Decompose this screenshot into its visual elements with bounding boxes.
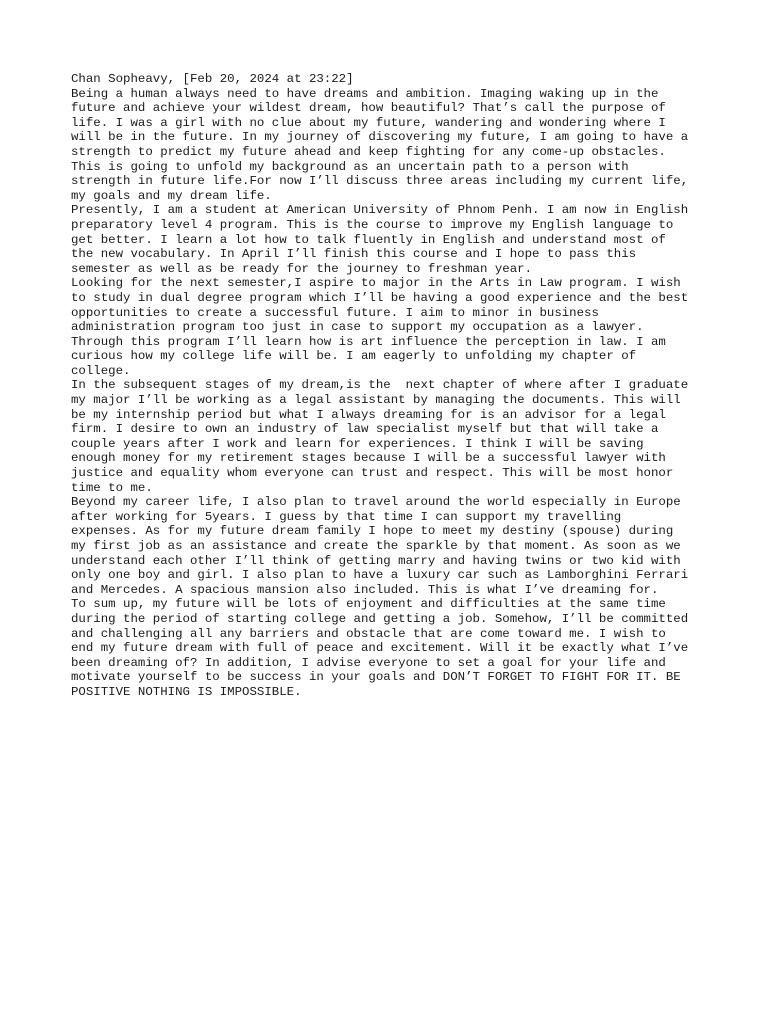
text-line: Through this program I’ll learn how is art influence the perception in law. I am xyxy=(71,334,666,349)
text-line: Presently, I am a student at American University of Phnom Penh. I am now in English xyxy=(71,203,689,218)
text-line: motivate yourself to be success in your goals and DON’T FORGET TO FIGHT FOR IT. BE xyxy=(71,670,681,685)
document-page xyxy=(71,72,711,700)
text-line: be my internship period but what I always dreaming for is an advisor for a legal xyxy=(71,407,666,422)
text-line: understand each other I’ll think of getting marry and having twins or two kid with xyxy=(71,553,681,568)
text-line: In the subsequent stages of my dream,is the next chapter of where after I graduate xyxy=(71,378,689,393)
text-line: Beyond my career life, I also plan to travel around the world especially in Europe xyxy=(71,495,681,510)
text-line: only one boy and girl. I also plan to have a luxury car such as Lamborghini Ferrari xyxy=(71,568,689,583)
text-line: during the period of starting college and getting a job. Somehow, I’ll be committed xyxy=(71,611,689,626)
text-line: get better. I learn a lot how to talk fluently in English and understand most of xyxy=(71,232,666,247)
text-line: This is going to unfold my background as an uncertain path to a person with xyxy=(71,159,629,174)
text-line: opportunities to create a successful future. I aim to minor in business xyxy=(71,305,599,320)
text-line: preparatory level 4 program. This is the course to improve my English language to xyxy=(71,217,674,232)
text-line: to study in dual degree program which I’ll be having a good experience and the best xyxy=(71,290,689,305)
text-line: enough money for my retirement stages because I will be a successful lawyer with xyxy=(71,451,666,466)
text-line: couple years after I work and learn for experiences. I think I will be saving xyxy=(71,436,644,451)
text-line: time to me. xyxy=(71,480,153,495)
text-line: POSITIVE NOTHING IS IMPOSSIBLE. xyxy=(71,684,302,699)
text-line: firm. I desire to own an industry of law specialist myself but that will take a xyxy=(71,422,659,437)
text-line: my goals and my dream life. xyxy=(71,188,272,203)
header-line: Chan Sopheavy, [Feb 20, 2024 at 23:22] xyxy=(71,72,354,86)
text-line: To sum up, my future will be lots of enjoyment and difficulties at the same time xyxy=(71,597,666,612)
text-line: curious how my college life will be. I am eagerly to unfolding my chapter of xyxy=(71,349,637,364)
text-line: after working for 5years. I guess by that time I can support my travelling xyxy=(71,509,622,524)
text-line: life. I was a girl with no clue about my future, wandering and wondering where I xyxy=(71,115,666,130)
text-line: Being a human always need to have dreams and ambition. Imaging waking up in the xyxy=(71,86,659,101)
text-line: been dreaming of? In addition, I advise everyone to set a goal for your life and xyxy=(71,655,666,670)
text-line: expenses. As for my future dream family I hope to meet my destiny (spouse) during xyxy=(71,524,674,539)
text-line: my first job as an assistance and create the sparkle by that moment. As soon as we xyxy=(71,539,681,553)
text-line: strength in future life.For now I’ll discuss three areas including my current life, xyxy=(71,174,689,189)
text-line: future and achieve your wildest dream, how beautiful? That’s call the purpose of xyxy=(71,101,666,116)
text-line: college. xyxy=(71,363,131,378)
text-line: and Mercedes. A spacious mansion also included. This is what I’ve dreaming for. xyxy=(71,582,659,597)
text-line: the new vocabulary. In April I’ll finish this course and I hope to pass this xyxy=(71,247,637,262)
text-line: and challenging all any barriers and obstacle that are come toward me. I wish to xyxy=(71,626,666,641)
text-line: Looking for the next semester,I aspire to major in the Arts in Law program. I wish xyxy=(71,276,681,291)
text-line: administration program too just in case to support my occupation as a lawyer. xyxy=(71,320,644,335)
text-line: will be in the future. In my journey of discovering my future, I am going to have a xyxy=(71,130,689,145)
text-line: justice and equality whom everyone can trust and respect. This will be most honor xyxy=(71,466,674,481)
text-line: end my future dream with full of peace and excitement. Will it be exactly what I’ve xyxy=(71,641,689,656)
text-line: strength to predict my future ahead and keep fighting for any come-up obstacles. xyxy=(71,144,666,159)
text-line: semester as well as be ready for the journey to freshman year. xyxy=(71,261,533,276)
text-line: my major I’ll be working as a legal assistant by managing the documents. This will xyxy=(71,393,681,408)
